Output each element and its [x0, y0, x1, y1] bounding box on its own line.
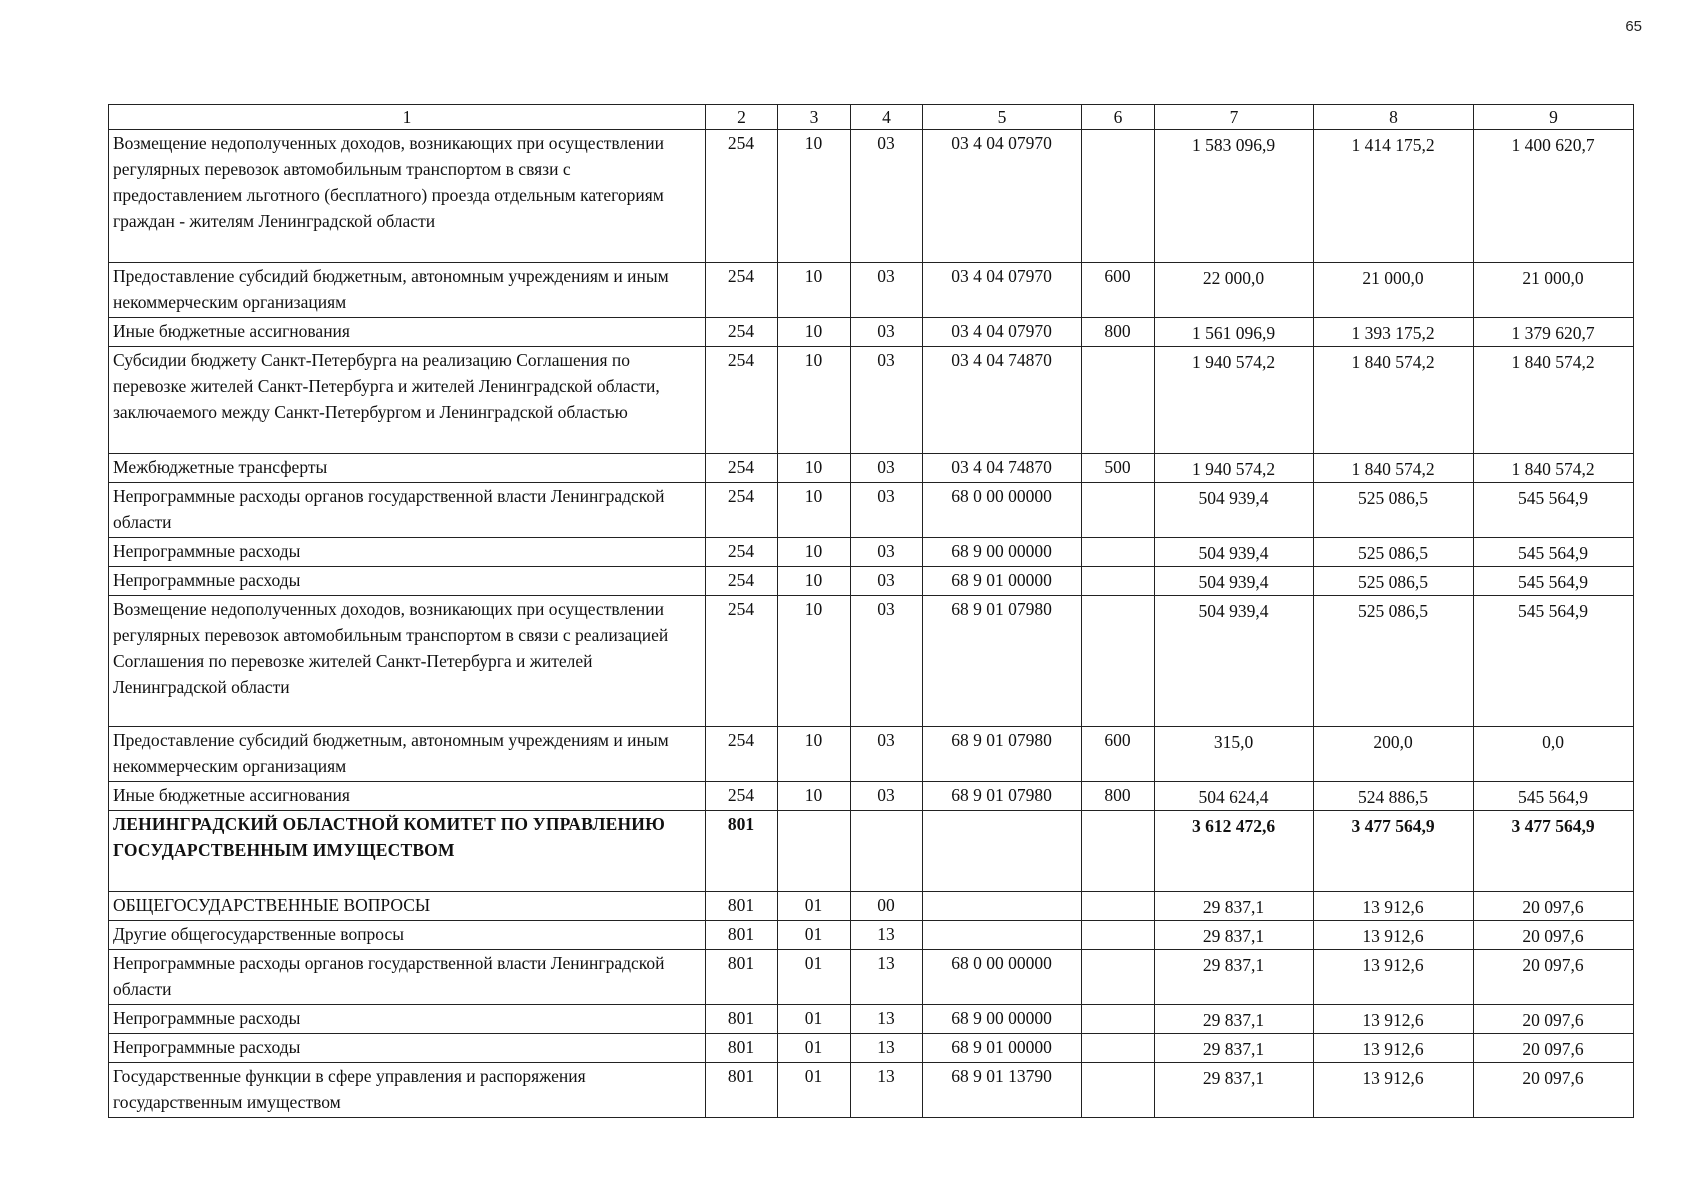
row-amount-col8-cell: 13 912,6 — [1314, 1005, 1474, 1034]
row-chapter-cell: 801 — [706, 1063, 778, 1118]
row-amount-col9-cell: 545 564,9 — [1474, 483, 1634, 538]
table-row — [109, 782, 1634, 811]
row-amount-col7-cell: 29 837,1 — [1155, 1005, 1314, 1034]
row-amount-col7-cell: 1 940 574,2 — [1155, 454, 1314, 483]
row-chapter-cell: 254 — [706, 347, 778, 454]
row-expense-type-cell — [1082, 130, 1155, 263]
row-amount-col9-cell: 20 097,6 — [1474, 921, 1634, 950]
row-subsection-cell: 03 — [851, 263, 923, 318]
table-row — [109, 921, 1634, 950]
row-expense-type-cell — [1082, 1063, 1155, 1118]
row-expense-type-cell: 500 — [1082, 454, 1155, 483]
row-amount-col9-cell: 20 097,6 — [1474, 1063, 1634, 1118]
row-chapter-cell: 254 — [706, 483, 778, 538]
row-target-code-cell: 68 9 00 00000 — [923, 1005, 1082, 1034]
row-chapter-cell: 254 — [706, 727, 778, 782]
row-chapter-cell: 254 — [706, 318, 778, 347]
row-amount-col8-cell: 525 086,5 — [1314, 538, 1474, 567]
row-chapter-cell: 801 — [706, 892, 778, 921]
row-expense-type-cell: 800 — [1082, 782, 1155, 811]
row-amount-col8-cell: 13 912,6 — [1314, 1034, 1474, 1063]
row-target-code-cell: 03 4 04 07970 — [923, 130, 1082, 263]
row-amount-col8-cell: 200,0 — [1314, 727, 1474, 782]
row-name-cell: Другие общегосударственные вопросы — [109, 921, 706, 950]
row-subsection-cell: 03 — [851, 538, 923, 567]
row-section-cell: 01 — [778, 1063, 851, 1118]
header-cell: 4 — [851, 105, 923, 130]
row-section-cell: 10 — [778, 318, 851, 347]
row-chapter-cell: 801 — [706, 950, 778, 1005]
row-section-cell: 10 — [778, 567, 851, 596]
row-section-cell: 10 — [778, 347, 851, 454]
row-section-cell — [778, 811, 851, 892]
row-expense-type-cell — [1082, 811, 1155, 892]
row-expense-type-cell: 600 — [1082, 263, 1155, 318]
header-cell: 3 — [778, 105, 851, 130]
row-subsection-cell: 13 — [851, 1063, 923, 1118]
row-name-cell: Непрограммные расходы органов государственной власти Ленинградской области — [109, 950, 706, 1005]
row-amount-col9-cell: 545 564,9 — [1474, 538, 1634, 567]
row-amount-col8-cell: 525 086,5 — [1314, 567, 1474, 596]
row-subsection-cell: 03 — [851, 454, 923, 483]
row-amount-col9-cell: 545 564,9 — [1474, 567, 1634, 596]
row-chapter-cell: 801 — [706, 921, 778, 950]
row-amount-col7-cell: 29 837,1 — [1155, 1063, 1314, 1118]
row-amount-col9-cell: 21 000,0 — [1474, 263, 1634, 318]
row-target-code-cell: 68 9 01 00000 — [923, 567, 1082, 596]
row-target-code-cell: 68 0 00 00000 — [923, 950, 1082, 1005]
row-name-cell: Непрограммные расходы — [109, 1005, 706, 1034]
row-subsection-cell: 03 — [851, 782, 923, 811]
row-section-cell: 01 — [778, 1034, 851, 1063]
row-amount-col9-cell: 1 840 574,2 — [1474, 347, 1634, 454]
row-amount-col8-cell: 525 086,5 — [1314, 483, 1474, 538]
row-target-code-cell: 68 9 00 00000 — [923, 538, 1082, 567]
page-number: 65 — [1625, 18, 1642, 35]
table-row — [109, 1034, 1634, 1063]
row-amount-col9-cell: 20 097,6 — [1474, 1005, 1634, 1034]
row-expense-type-cell: 600 — [1082, 727, 1155, 782]
row-expense-type-cell — [1082, 892, 1155, 921]
table-row — [109, 263, 1634, 318]
row-subsection-cell: 03 — [851, 130, 923, 263]
row-chapter-cell: 254 — [706, 130, 778, 263]
row-target-code-cell: 03 4 04 07970 — [923, 318, 1082, 347]
row-amount-col9-cell: 545 564,9 — [1474, 782, 1634, 811]
table-row — [109, 892, 1634, 921]
row-amount-col7-cell: 504 939,4 — [1155, 596, 1314, 727]
row-section-cell: 01 — [778, 892, 851, 921]
row-section-cell: 10 — [778, 483, 851, 538]
row-name-cell: ЛЕНИНГРАДСКИЙ ОБЛАСТНОЙ КОМИТЕТ ПО УПРАВЛЕНИЮ ГОСУДАРСТВЕННЫМ ИМУЩЕСТВОМ — [109, 811, 706, 892]
row-subsection-cell: 03 — [851, 483, 923, 538]
row-target-code-cell: 68 9 01 00000 — [923, 1034, 1082, 1063]
row-chapter-cell: 254 — [706, 538, 778, 567]
row-amount-col9-cell: 20 097,6 — [1474, 892, 1634, 921]
row-section-cell: 10 — [778, 596, 851, 727]
row-amount-col9-cell: 545 564,9 — [1474, 596, 1634, 727]
row-amount-col8-cell: 13 912,6 — [1314, 1063, 1474, 1118]
row-subsection-cell: 03 — [851, 318, 923, 347]
row-target-code-cell — [923, 921, 1082, 950]
header-cell: 8 — [1314, 105, 1474, 130]
row-target-code-cell: 68 9 01 13790 — [923, 1063, 1082, 1118]
row-subsection-cell: 13 — [851, 1005, 923, 1034]
row-name-cell: Государственные функции в сфере управления и распоряжения государственным имуществом — [109, 1063, 706, 1118]
row-target-code-cell: 03 4 04 74870 — [923, 454, 1082, 483]
row-amount-col7-cell: 315,0 — [1155, 727, 1314, 782]
row-subsection-cell: 13 — [851, 921, 923, 950]
row-subsection-cell: 03 — [851, 567, 923, 596]
header-cell: 6 — [1082, 105, 1155, 130]
row-amount-col8-cell: 13 912,6 — [1314, 950, 1474, 1005]
row-section-cell: 10 — [778, 454, 851, 483]
row-chapter-cell: 254 — [706, 454, 778, 483]
table-row — [109, 347, 1634, 454]
row-amount-col9-cell: 1 400 620,7 — [1474, 130, 1634, 263]
row-amount-col8-cell: 1 840 574,2 — [1314, 347, 1474, 454]
row-expense-type-cell — [1082, 950, 1155, 1005]
row-chapter-cell: 254 — [706, 567, 778, 596]
table-row — [109, 567, 1634, 596]
header-cell: 2 — [706, 105, 778, 130]
row-amount-col7-cell: 29 837,1 — [1155, 892, 1314, 921]
row-amount-col9-cell: 1 840 574,2 — [1474, 454, 1634, 483]
table-row — [109, 950, 1634, 1005]
row-amount-col7-cell: 504 939,4 — [1155, 483, 1314, 538]
row-amount-col8-cell: 3 477 564,9 — [1314, 811, 1474, 892]
row-expense-type-cell — [1082, 483, 1155, 538]
row-section-cell: 10 — [778, 538, 851, 567]
table-row — [109, 130, 1634, 263]
row-name-cell: Предоставление субсидий бюджетным, автономным учреждениям и иным некоммерческим организациям — [109, 727, 706, 782]
row-target-code-cell: 68 0 00 00000 — [923, 483, 1082, 538]
row-name-cell: Межбюджетные трансферты — [109, 454, 706, 483]
table-header-row — [109, 105, 1634, 130]
row-amount-col7-cell: 1 561 096,9 — [1155, 318, 1314, 347]
row-amount-col7-cell: 29 837,1 — [1155, 950, 1314, 1005]
row-section-cell: 01 — [778, 950, 851, 1005]
table-row — [109, 318, 1634, 347]
row-subsection-cell: 03 — [851, 596, 923, 727]
table-row — [109, 811, 1634, 892]
row-amount-col8-cell: 524 886,5 — [1314, 782, 1474, 811]
row-amount-col7-cell: 1 583 096,9 — [1155, 130, 1314, 263]
row-expense-type-cell — [1082, 1005, 1155, 1034]
table-row — [109, 538, 1634, 567]
row-section-cell: 10 — [778, 782, 851, 811]
row-expense-type-cell — [1082, 921, 1155, 950]
row-expense-type-cell — [1082, 1034, 1155, 1063]
header-cell: 5 — [923, 105, 1082, 130]
row-amount-col7-cell: 504 939,4 — [1155, 567, 1314, 596]
row-amount-col8-cell: 21 000,0 — [1314, 263, 1474, 318]
row-chapter-cell: 801 — [706, 811, 778, 892]
row-chapter-cell: 254 — [706, 263, 778, 318]
row-subsection-cell: 03 — [851, 347, 923, 454]
row-amount-col7-cell: 1 940 574,2 — [1155, 347, 1314, 454]
table-row — [109, 1005, 1634, 1034]
row-expense-type-cell — [1082, 538, 1155, 567]
row-amount-col7-cell: 504 939,4 — [1155, 538, 1314, 567]
row-name-cell: Непрограммные расходы — [109, 538, 706, 567]
row-amount-col8-cell: 1 414 175,2 — [1314, 130, 1474, 263]
row-chapter-cell: 801 — [706, 1034, 778, 1063]
row-subsection-cell: 00 — [851, 892, 923, 921]
row-subsection-cell — [851, 811, 923, 892]
row-name-cell: ОБЩЕГОСУДАРСТВЕННЫЕ ВОПРОСЫ — [109, 892, 706, 921]
row-section-cell: 01 — [778, 921, 851, 950]
table-row — [109, 727, 1634, 782]
header-cell: 9 — [1474, 105, 1634, 130]
row-amount-col7-cell: 29 837,1 — [1155, 921, 1314, 950]
row-target-code-cell: 68 9 01 07980 — [923, 782, 1082, 811]
row-amount-col8-cell: 13 912,6 — [1314, 892, 1474, 921]
row-name-cell: Иные бюджетные ассигнования — [109, 318, 706, 347]
header-cell: 1 — [109, 105, 706, 130]
row-amount-col7-cell: 22 000,0 — [1155, 263, 1314, 318]
row-section-cell: 10 — [778, 727, 851, 782]
row-amount-col7-cell: 29 837,1 — [1155, 1034, 1314, 1063]
row-amount-col9-cell: 0,0 — [1474, 727, 1634, 782]
row-target-code-cell: 68 9 01 07980 — [923, 727, 1082, 782]
row-amount-col8-cell: 525 086,5 — [1314, 596, 1474, 727]
row-chapter-cell: 254 — [706, 596, 778, 727]
row-target-code-cell — [923, 811, 1082, 892]
table-row — [109, 596, 1634, 727]
row-section-cell: 10 — [778, 130, 851, 263]
row-target-code-cell — [923, 892, 1082, 921]
row-amount-col9-cell: 1 379 620,7 — [1474, 318, 1634, 347]
row-expense-type-cell — [1082, 347, 1155, 454]
row-name-cell: Иные бюджетные ассигнования — [109, 782, 706, 811]
row-section-cell: 01 — [778, 1005, 851, 1034]
row-subsection-cell: 03 — [851, 727, 923, 782]
row-chapter-cell: 254 — [706, 782, 778, 811]
row-amount-col7-cell: 3 612 472,6 — [1155, 811, 1314, 892]
table-row — [109, 1063, 1634, 1118]
row-target-code-cell: 03 4 04 74870 — [923, 347, 1082, 454]
table-row — [109, 454, 1634, 483]
budget-table — [108, 104, 1634, 1118]
header-cell: 7 — [1155, 105, 1314, 130]
row-name-cell: Непрограммные расходы органов государственной власти Ленинградской области — [109, 483, 706, 538]
row-expense-type-cell — [1082, 596, 1155, 727]
row-amount-col8-cell: 1 840 574,2 — [1314, 454, 1474, 483]
row-name-cell: Возмещение недополученных доходов, возникающих при осуществлении регулярных перевозок автомобильным транспортом в связи с предоставлением льготного (бесплатного) проезда отдельным категориям граждан - жителям Ленинградской области — [109, 130, 706, 263]
row-amount-col9-cell: 3 477 564,9 — [1474, 811, 1634, 892]
row-amount-col9-cell: 20 097,6 — [1474, 950, 1634, 1005]
row-target-code-cell: 03 4 04 07970 — [923, 263, 1082, 318]
row-target-code-cell: 68 9 01 07980 — [923, 596, 1082, 727]
row-expense-type-cell: 800 — [1082, 318, 1155, 347]
row-name-cell: Непрограммные расходы — [109, 1034, 706, 1063]
row-subsection-cell: 13 — [851, 1034, 923, 1063]
row-name-cell: Возмещение недополученных доходов, возникающих при осуществлении регулярных перевозок автомобильным транспортом в связи с реализацией Соглашения по перевозке жителей Санкт-Петербурга и жителей Ленинградской области — [109, 596, 706, 727]
row-name-cell: Предоставление субсидий бюджетным, автономным учреждениям и иным некоммерческим организациям — [109, 263, 706, 318]
row-name-cell: Непрограммные расходы — [109, 567, 706, 596]
row-chapter-cell: 801 — [706, 1005, 778, 1034]
row-amount-col8-cell: 13 912,6 — [1314, 921, 1474, 950]
row-amount-col7-cell: 504 624,4 — [1155, 782, 1314, 811]
row-amount-col9-cell: 20 097,6 — [1474, 1034, 1634, 1063]
row-amount-col8-cell: 1 393 175,2 — [1314, 318, 1474, 347]
row-expense-type-cell — [1082, 567, 1155, 596]
row-name-cell: Субсидии бюджету Санкт-Петербурга на реализацию Соглашения по перевозке жителей Санкт-Петербурга и жителей Ленинградской области, заключаемого между Санкт-Петербургом и Ленинградской областью — [109, 347, 706, 454]
row-section-cell: 10 — [778, 263, 851, 318]
row-subsection-cell: 13 — [851, 950, 923, 1005]
table-row — [109, 483, 1634, 538]
